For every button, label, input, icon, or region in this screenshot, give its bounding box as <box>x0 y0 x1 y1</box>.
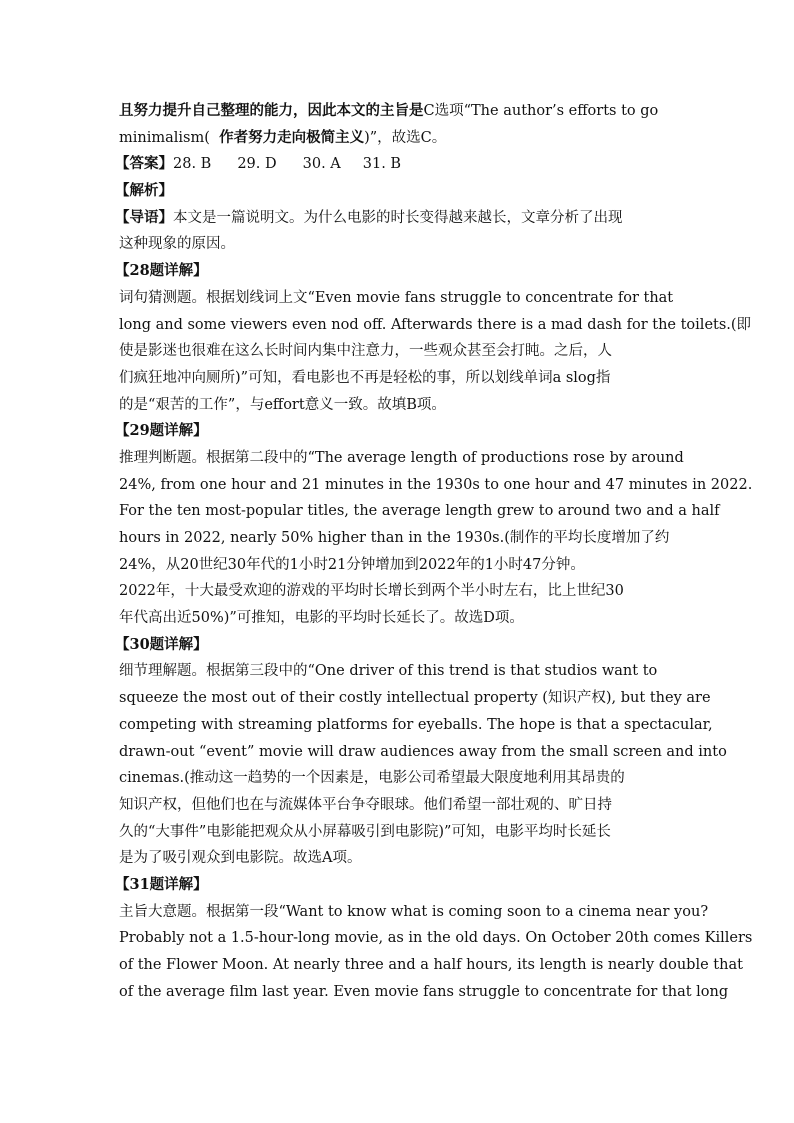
q28-text-line: 词句猜测题。根据划线词上文“Even movie fans struggle to concentrate for that <box>119 289 674 306</box>
q29-text-line: For the ten most-popular titles, the average length grew to around two and a half <box>119 503 720 520</box>
q29-text-line: 24%，从20世纪30年代的1小时21分钟增加到2022年的1小时47分钟。 <box>119 556 585 573</box>
q29-text-line: 推理判断题。根据第二段中的“The average length of productions rose by around <box>119 449 684 466</box>
answer-item: 30. A <box>302 156 341 173</box>
analysis-heading-line <box>115 178 675 205</box>
q31-text-line: Probably not a 1.5-hour-long movie, as in the old days. On October 20th comes Killers <box>119 930 753 947</box>
q30-text-line: 细节理解题。根据第三段中的“One driver of this trend is that studios want to <box>119 663 658 680</box>
q31-heading-line <box>115 872 675 899</box>
summary-text: )”，故选C。 <box>364 129 447 146</box>
intro-line-2: 这种现象的原因。 <box>119 236 235 253</box>
q31-text-line: 主旨大意题。根据第一段“Want to know what is coming soon to a cinema near you? <box>119 903 709 920</box>
q28-text-line: long and some viewers even nod off. Afterwards there is a mad dash for the toilets.(即 <box>119 316 752 333</box>
q31-heading: 【31题详解】 <box>115 875 208 893</box>
q30-text-line: 是为了吸引观众到电影院。故选A项。 <box>119 850 362 867</box>
q28-heading: 【28题详解】 <box>115 262 208 280</box>
q30-text-line: competing with streaming platforms for eyeballs. The hope is that a spectacular, <box>119 716 713 733</box>
q31-text-line: of the average film last year. Even movie fans struggle to concentrate for that long <box>119 983 729 1000</box>
summary-line-1 <box>119 98 675 125</box>
intro-text: 本文是一篇说明文。为什么电影的时长变得越来越长，文章分析了出现 <box>173 209 623 226</box>
q30-text-line: cinemas.(推动这一趋势的一个因素是，电影公司希望最大限度地利用其昂贵的 <box>119 770 625 787</box>
q28-text-line: 的是“艰苦的工作”，与effort意义一致。故填B项。 <box>119 396 446 413</box>
q29-text-line: hours in 2022, nearly 50% higher than in the 1930s.(制作的平均长度增加了约 <box>119 530 670 546</box>
answer-item: 29. D <box>237 156 277 173</box>
q28-heading-line <box>115 258 675 285</box>
q29-text-line: 2022年，十大最受欢迎的游戏的平均时长增长到两个半小时左右，比上世纪30 <box>119 583 624 600</box>
q31-text-line: of the Flower Moon. At nearly three and a half hours, its length is nearly double that <box>119 957 743 973</box>
intro-line-1 <box>115 205 675 232</box>
summary-text: C选项“The author’s efforts to go <box>423 103 659 119</box>
q28-text-line: 使是影迷也很难在这么长时间内集中注意力，一些观众甚至会打盹。之后，人 <box>119 343 612 360</box>
q29-heading-line <box>115 418 675 445</box>
summary-bold-text: 且努力提升自己整理的能力，因此本文的主旨是 <box>119 102 424 119</box>
summary-text: minimalism( <box>119 129 210 146</box>
answer-line <box>115 151 675 178</box>
q30-text-line: 知识产权，但他们也在与流媒体平台争夺眼球。他们希望一部壮观的、旷日持 <box>119 796 612 813</box>
summary-bold-text: 作者努力走向极简主义 <box>219 128 365 146</box>
q30-text-line: 久的“大事件”电影能把观众从小屏幕吸引到电影院)”可知，电影平均时长延长 <box>119 823 611 840</box>
q29-text-line: 24%, from one hour and 21 minutes in the 1930s to one hour and 47 minutes in 2022. <box>119 476 753 493</box>
q29-text-line: 年代高出近50%)”可推知，电影的平均时长延长了。故选D项。 <box>119 610 524 627</box>
summary-line-2 <box>119 125 675 152</box>
answer-item: 31. B <box>362 156 402 173</box>
q30-text-line: drawn-out “event” movie will draw audiences away from the small screen and into <box>119 743 727 760</box>
q29-heading: 【29题详解】 <box>115 422 208 440</box>
document-page <box>115 98 753 1005</box>
answer-item: 28. B <box>173 156 212 173</box>
analysis-label: 【解析】 <box>115 182 173 200</box>
intro-label: 【导语】 <box>115 208 173 226</box>
answer-label: 【答案】 <box>115 155 173 173</box>
q30-text-line: squeeze the most out of their costly intellectual property (知识产权), but they are <box>119 690 711 707</box>
q30-heading: 【30题详解】 <box>115 635 208 653</box>
q28-text-line: 们疯狂地冲向厕所)”可知，看电影也不再是轻松的事，所以划线单词a slog指 <box>119 369 611 386</box>
q30-heading-line <box>115 632 675 659</box>
